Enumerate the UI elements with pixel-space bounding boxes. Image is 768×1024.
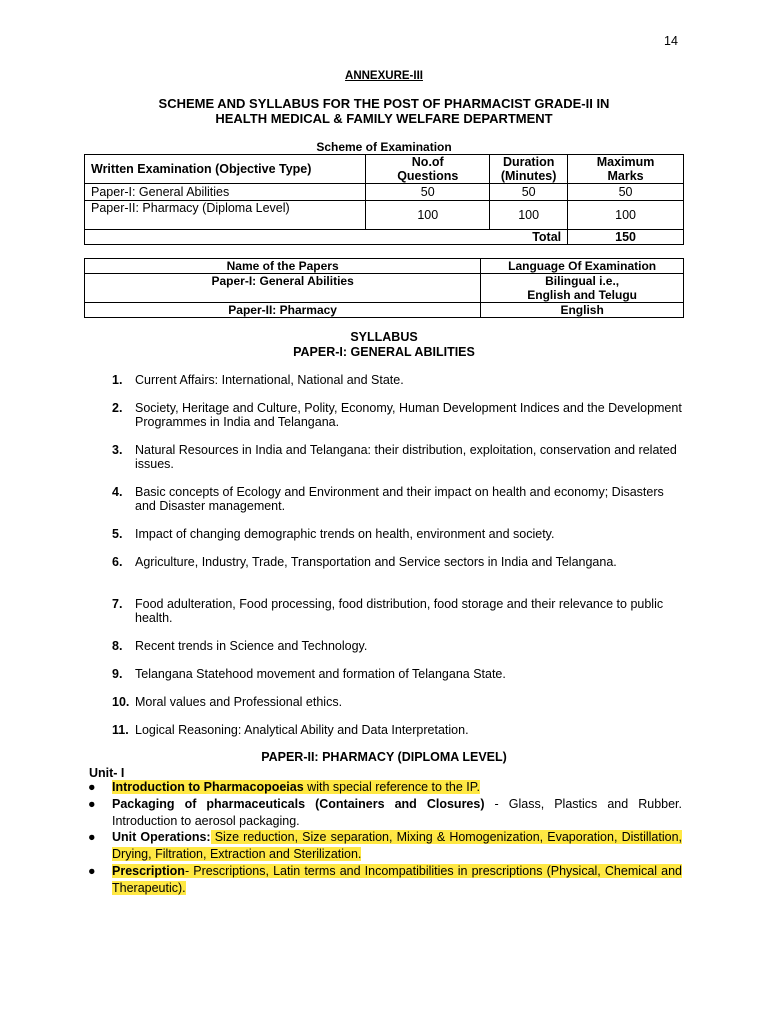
page-number: 14 [664,34,678,48]
language-line-2: English and Telugu [527,288,638,302]
syllabus-title: SYLLABUS [350,330,418,344]
syllabus-heading [0,330,768,360]
paper-cell: Paper-II: Pharmacy (Diploma Level) [85,201,366,230]
title-line-2: HEALTH MEDICAL & FAMILY WELFARE DEPARTMENT [215,111,553,126]
paper1-title: PAPER-I: GENERAL ABILITIES [293,345,475,359]
duration-cell: 100 [490,201,568,230]
paper-name-cell: Paper-II: Pharmacy [85,303,481,318]
item-text: Recent trends in Science and Technology. [135,639,368,653]
header-paper-name: Name of the Papers [85,259,481,274]
marks-cell: 50 [568,184,684,201]
language-cell: English [481,303,684,318]
header-duration [490,155,568,184]
item-number: 1. [112,373,123,387]
bullet-icon: ● [88,780,96,794]
document-title [0,96,768,126]
total-value: 150 [568,230,684,245]
table-row [85,303,684,318]
item-number: 4. [112,485,123,499]
annexure-heading [0,70,768,82]
bullet-text [112,796,682,829]
item-text: Food adulteration, Food processing, food distribution, food storage and their relevance to public health. [135,597,664,625]
bullet-body-text: - Prescriptions, Latin terms and Incompatibilities in prescriptions (Physical, Chemical and Therapeutic). [112,864,682,895]
header-questions-l2: Questions [397,169,459,183]
header-marks-l2: Marks [607,169,644,183]
item-text: Telangana Statehood movement and formation of Telangana State. [135,667,506,681]
total-row [85,230,684,245]
bullet-bold-text: Introduction to Pharmacopoeias [112,780,304,794]
item-text: Moral values and Professional ethics. [135,695,343,709]
language-table [84,258,684,318]
header-marks [568,155,684,184]
title-line-1: SCHEME AND SYLLABUS FOR THE POST OF PHARMACIST GRADE-II IN [158,96,610,111]
bullet-text [112,863,682,896]
item-number: 2. [112,401,123,415]
bullet-body-text: - Glass, Plastics and Rubber. Introduction to aerosol packaging. [112,797,682,828]
item-number: 8. [112,639,123,653]
table-row [85,274,684,303]
header-questions [366,155,490,184]
bullet-bold-text: Prescription [112,864,185,878]
bullet-icon: ● [88,797,96,811]
item-number: 7. [112,597,123,611]
item-text: Agriculture, Industry, Trade, Transportation and Service sectors in India and Telangana. [135,555,617,569]
bullet-bold-text: Unit Operations: [112,830,211,844]
bullet-body-text: Size reduction, Size separation, Mixing & Homogenization, Evaporation, Distillation, Drying, Filtration, Extraction and Sterilization. [112,830,682,861]
table-header-row [85,259,684,274]
table-header-row [85,155,684,184]
paper-name-cell: Paper-I: General Abilities [85,274,481,303]
item-text: Logical Reasoning: Analytical Ability and Data Interpretation. [135,723,469,737]
header-written: Written Examination (Objective Type) [85,155,366,184]
header-duration-l1: Duration [502,155,555,169]
table-row [85,201,684,230]
language-line-1: Bilingual i.e., [545,274,620,288]
annexure-label: ANNEXURE-III [345,70,423,82]
marks-cell: 100 [568,201,684,230]
header-questions-l1: No.of [411,155,444,169]
bullet-text [112,779,682,796]
duration-cell: 50 [490,184,568,201]
total-label: Total [85,230,568,245]
questions-cell: 50 [366,184,490,201]
item-text: Basic concepts of Ecology and Environment and their impact on health and economy; Disasters and Disaster management. [135,485,664,513]
paper-cell: Paper-I: General Abilities [85,184,366,201]
item-number: 11. [112,723,129,737]
paper2-title: PAPER-II: PHARMACY (DIPLOMA LEVEL) [261,750,507,764]
item-text: Impact of changing demographic trends on health, environment and society. [135,527,555,541]
item-text: Current Affairs: International, National and State. [135,373,404,387]
bullet-bold-text: Packaging of pharmaceuticals (Containers and Closures) [112,797,485,811]
language-cell [481,274,684,303]
item-number: 10. [112,695,130,709]
item-text: Society, Heritage and Culture, Polity, Economy, Human Development Indices and the Development Programmes in India and Telangana. [135,401,682,429]
bullet-icon: ● [88,864,96,878]
scheme-title: Scheme of Examination [316,140,452,154]
header-duration-l2: (Minutes) [500,169,557,183]
item-number: 6. [112,555,123,569]
unit-label: Unit- I [89,766,125,780]
bullet-icon: ● [88,830,96,844]
bullet-text [112,829,682,862]
scheme-table [84,154,684,245]
questions-cell: 100 [366,201,490,230]
bullet-body-text: with special reference to the IP. [303,780,480,794]
table-row [85,184,684,201]
item-text: Natural Resources in India and Telangana: their distribution, exploitation, conservation and related issues. [135,443,677,471]
header-marks-l1: Maximum [596,155,655,169]
item-number: 3. [112,443,123,457]
item-number: 5. [112,527,123,541]
item-number: 9. [112,667,123,681]
header-language: Language Of Examination [481,259,684,274]
